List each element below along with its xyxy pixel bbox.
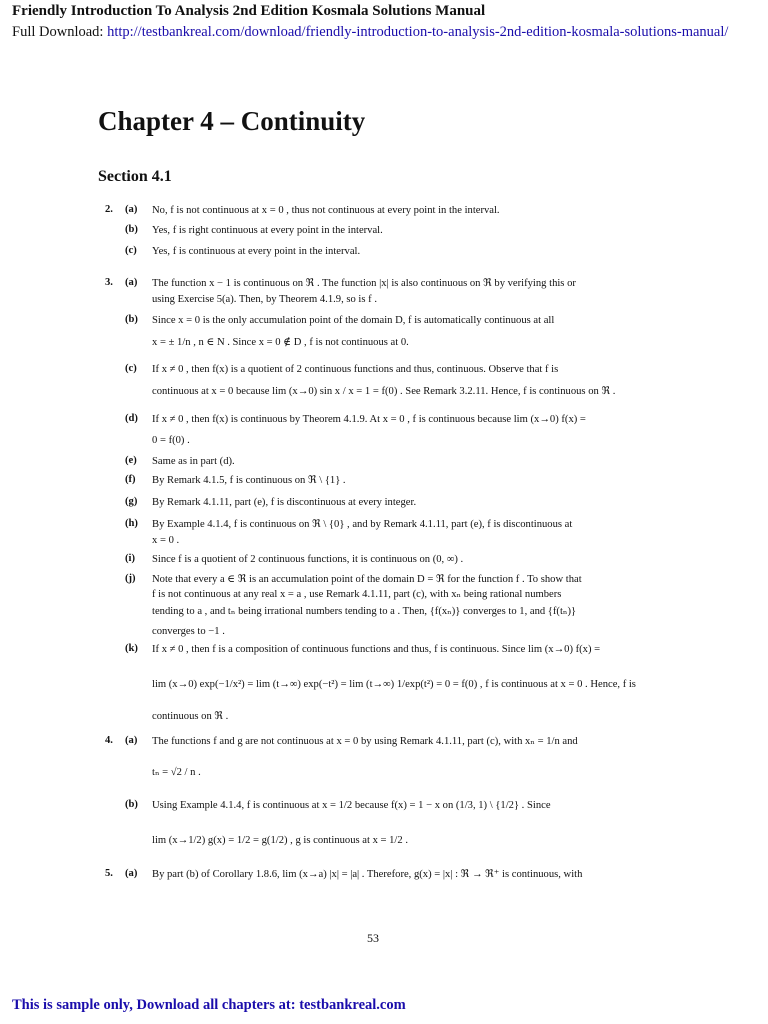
answer-line: continuous on ℜ . xyxy=(152,711,229,722)
problem-number: 2. xyxy=(105,204,113,215)
problem-number: 3. xyxy=(105,277,113,288)
part-label: (f) xyxy=(125,474,136,485)
answer-line: Since f is a quotient of 2 continuous functions, it is continuous on (0, ∞) . xyxy=(152,554,464,565)
part-label: (b) xyxy=(125,799,138,810)
answer-line: By Remark 4.1.11, part (e), f is discontinuous at every integer. xyxy=(152,497,417,508)
answer-line: lim (x→0) exp(−1/x²) = lim (t→∞) exp(−t²) = lim (t→∞) 1/exp(t²) = 0 = f(0) , f is continuous at x = 0 . Hence, f is xyxy=(152,679,636,690)
answer-line: If x ≠ 0 , then f(x) is a quotient of 2 continuous functions and thus, continuous. Observe that f is xyxy=(152,364,559,375)
problem-number: 4. xyxy=(105,735,113,746)
part-label: (d) xyxy=(125,413,138,424)
answer-line: Note that every a ∈ ℜ is an accumulation point of the domain D = ℜ for the function f . To show that xyxy=(152,574,582,585)
answer-line: f is not continuous at any real x = a , use Remark 4.1.11, part (c), with xₙ being rational numbers xyxy=(152,589,562,600)
download-line xyxy=(12,24,728,41)
answer-line: Yes, f is continuous at every point in the interval. xyxy=(152,246,361,257)
part-label: (b) xyxy=(125,314,138,325)
part-label: (j) xyxy=(125,573,136,584)
answer-line: Same as in part (d). xyxy=(152,456,235,467)
footer-notice[interactable]: This is sample only, Download all chapters at: testbankreal.com xyxy=(12,997,406,1013)
answer-line: converges to −1 . xyxy=(152,626,225,637)
part-label: (a) xyxy=(125,204,138,215)
answer-line: Using Example 4.1.4, f is continuous at x = 1/2 because f(x) = 1 − x on (1/3, 1) \ {1/2} . Since xyxy=(152,800,551,811)
answer-line: Since x = 0 is the only accumulation point of the domain D, f is automatically continuous at all xyxy=(152,315,555,326)
part-label: (h) xyxy=(125,518,138,529)
part-label: (a) xyxy=(125,277,138,288)
download-label: Full Download: xyxy=(12,24,104,40)
answer-line: using Exercise 5(a). Then, by Theorem 4.1.9, so is f . xyxy=(152,294,377,305)
answer-line: tₙ = √2 / n . xyxy=(152,767,201,778)
page-number: 53 xyxy=(367,931,379,945)
part-label: (c) xyxy=(125,363,137,374)
chapter-title: Chapter 4 – Continuity xyxy=(98,106,366,136)
problem-number: 5. xyxy=(105,868,113,879)
answer-line: No, f is not continuous at x = 0 , thus not continuous at every point in the interval. xyxy=(152,205,500,216)
part-label: (a) xyxy=(125,868,138,879)
answer-line: lim (x→1/2) g(x) = 1/2 = g(1/2) , g is continuous at x = 1/2 . xyxy=(152,835,408,846)
answer-line: continuous at x = 0 because lim (x→0) sin x / x = 1 = f(0) . See Remark 3.2.11. Hence, f is continuous on ℜ . xyxy=(152,386,616,397)
answer-line: If x ≠ 0 , then f(x) is continuous by Theorem 4.1.9. At x = 0 , f is continuous because lim (x→0) f(x) = xyxy=(152,414,586,425)
part-label: (i) xyxy=(125,553,135,564)
section-title: Section 4.1 xyxy=(98,168,172,185)
answer-line: If x ≠ 0 , then f is a composition of continuous functions and thus, f is continuous. Since lim (x→0) f(x) = xyxy=(152,644,601,655)
part-label: (k) xyxy=(125,643,138,654)
answer-line: The functions f and g are not continuous at x = 0 by using Remark 4.1.11, part (c), with xₙ = 1/n and xyxy=(152,736,578,747)
download-link[interactable]: http://testbankreal.com/download/friendly-introduction-to-analysis-2nd-edition-kosmala-solutions-manual/ xyxy=(107,24,729,40)
part-label: (c) xyxy=(125,245,137,256)
answer-line: By Example 4.1.4, f is continuous on ℜ \ {0} , and by Remark 4.1.11, part (e), f is discontinuous at xyxy=(152,519,573,530)
answer-line: tending to a , and tₙ being irrational numbers tending to a . Then, {f(xₙ)} converges to 1, and {f(tₙ)} xyxy=(152,606,577,617)
part-label: (b) xyxy=(125,224,138,235)
answer-line: x = 0 . xyxy=(152,535,180,546)
answer-line: Yes, f is right continuous at every point in the interval. xyxy=(152,225,383,236)
answer-line: By Remark 4.1.5, f is continuous on ℜ \ {1} . xyxy=(152,475,346,486)
part-label: (a) xyxy=(125,735,138,746)
part-label: (g) xyxy=(125,496,138,507)
document-header-title: Friendly Introduction To Analysis 2nd Edition Kosmala Solutions Manual xyxy=(12,3,486,19)
answer-line: The function x − 1 is continuous on ℜ . The function |x| is also continuous on ℜ by verifying this or xyxy=(152,278,576,289)
answer-line: By part (b) of Corollary 1.8.6, lim (x→a) |x| = |a| . Therefore, g(x) = |x| : ℜ → ℜ⁺ is continuous, with xyxy=(152,869,583,880)
answer-line: x = ± 1/n , n ∈ N . Since x = 0 ∉ D , f is not continuous at 0. xyxy=(152,337,409,348)
part-label: (e) xyxy=(125,455,137,466)
answer-line: 0 = f(0) . xyxy=(152,435,190,446)
